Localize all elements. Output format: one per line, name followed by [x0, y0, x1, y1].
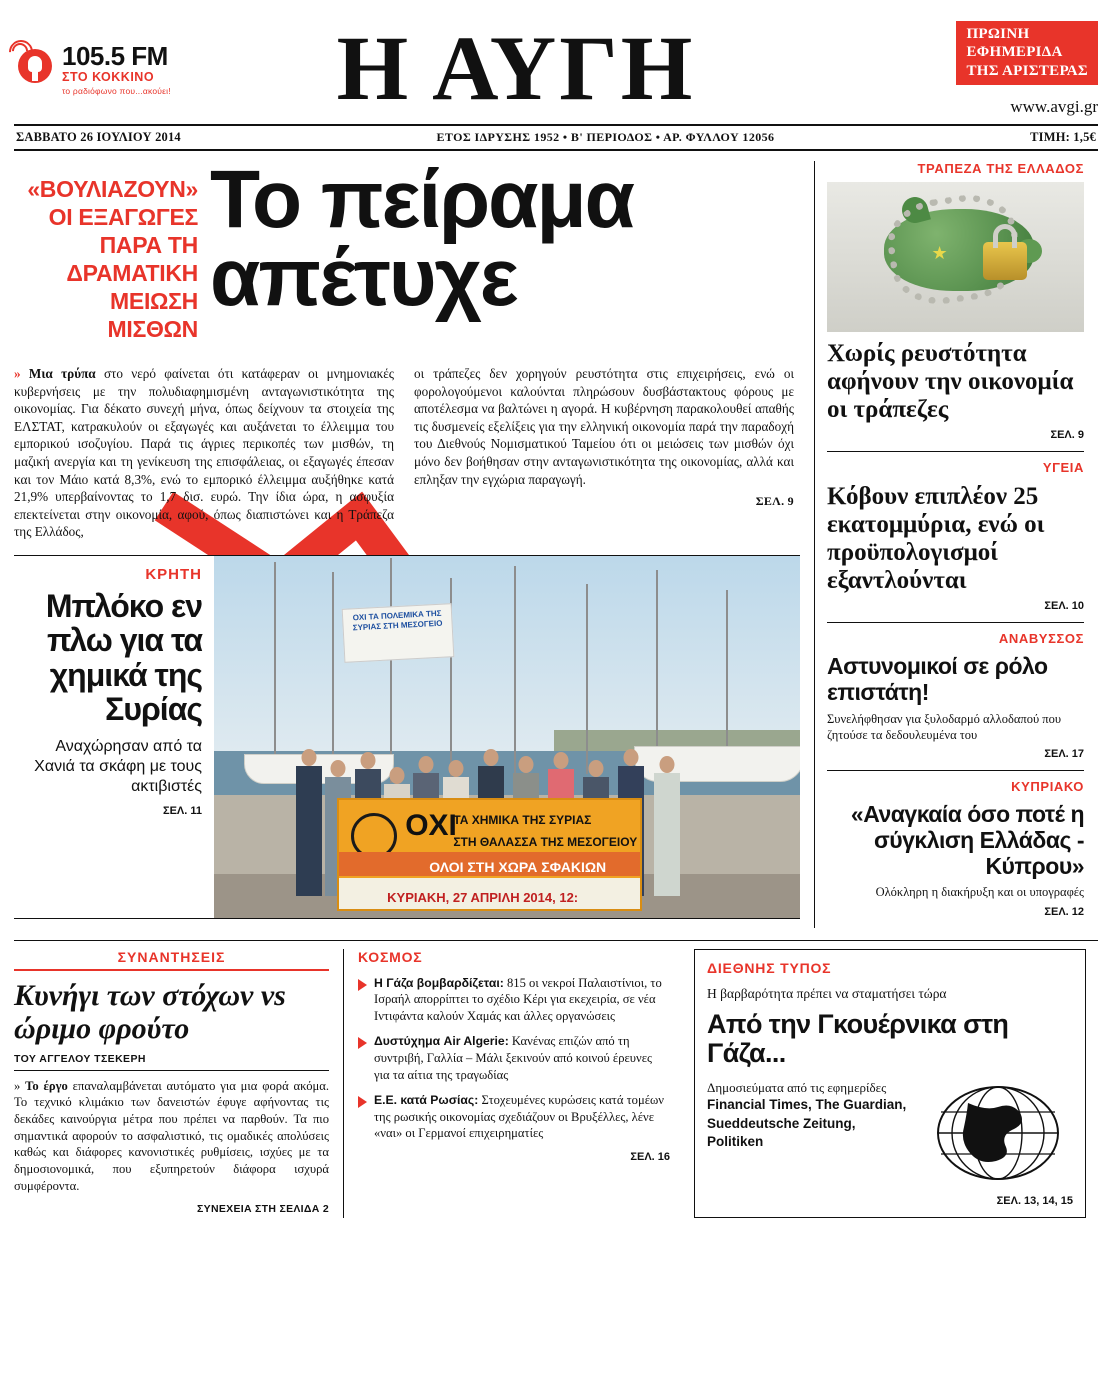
press-kicker: ΔΙΕΘΝΗΣ ΤΥΠΟΣ [707, 959, 832, 976]
dateline-bar [14, 124, 1098, 151]
issue-info: ΕΤΟΣ ΙΔΡΥΣΗΣ 1952 • Β' ΠΕΡΙΟΔΟΣ • ΑΡ. ΦΥΛΛΟΥ 12056 [436, 130, 775, 144]
feature-title: Μπλόκο εν πλω για τα χημικά της Συρίας [45, 587, 202, 728]
news-item-text: Κανένας επιζών από τη συντριβή, Γαλλία – Μάλι ξεκινούν από κοινού έρευνες για τα αίτια της τραγωδίας [374, 1034, 653, 1082]
list-item[interactable] [358, 1092, 670, 1142]
news-item-lead: Η Γάζα βομβαρδίζεται: [374, 975, 504, 990]
website-url[interactable]: www.avgi.gr [1010, 96, 1098, 116]
international-press-box[interactable] [694, 949, 1086, 1218]
bottom-opinion-column[interactable] [14, 949, 344, 1218]
world-kicker: ΚΟΣΜΟΣ [358, 948, 423, 965]
issue-date: ΣΑΒΒΑΤΟ 26 ΙΟΥΛΙΟΥ 2014 [16, 130, 181, 144]
lead-page-ref: ΣΕΛ. 9 [755, 494, 794, 509]
bottom-international-press-column [684, 949, 1086, 1218]
lead-text-col-1 [14, 365, 394, 540]
lead-kicker: «ΒΟΥΛΙΑΖΟΥΝ» ΟΙ ΕΞΑΓΩΓΕΣ ΠΑΡΑ ΤΗ ΔΡΑΜΑΤΙΚΗ ΜΕΙΩΣΗ ΜΙΣΘΩΝ [27, 176, 198, 343]
right-story-body: Ολόκληρη η διακήρυξη και οι υπογραφές [875, 885, 1084, 900]
list-item[interactable] [358, 1033, 670, 1083]
news-item-text: 815 οι νεκροί Παλαιστίνιοι, το Ισραήλ απορρίπτει το σχέδιο Κέρι για εκεχειρία, σε νέα Ιντιφάντα καλούν Χαμάς και άλλες οργανώσεις [374, 975, 662, 1023]
bottom-world-column [344, 949, 684, 1218]
main-content [14, 154, 1098, 928]
news-item-lead: Ε.Ε. κατά Ρωσίας: [374, 1093, 479, 1108]
right-story-ref: ΣΕΛ. 9 [1050, 429, 1084, 441]
lead-headline-line2: απέτυχε [210, 231, 517, 323]
banner-line4: ΚΥΡΙΑΚΗ, 27 ΑΠΡΙΛΗ 2014, 12: [387, 890, 579, 906]
bullet-triangle-icon [358, 979, 367, 991]
paragraph-marker-icon: » [14, 1078, 21, 1093]
bottom-section [14, 940, 1098, 1218]
lead-headline-line1: Το πείραμα [210, 154, 634, 245]
right-story-kicker: ΥΓΕΙΑ [1042, 460, 1084, 475]
news-item-lead: Δυστύχημα Air Algerie: [374, 1034, 509, 1049]
masthead [14, 0, 1098, 118]
opinion-body-bold: Το έργο [25, 1078, 68, 1093]
opinion-body [14, 1078, 329, 1195]
radio-slogan: το ραδιόφωνο που...ακούει! [62, 85, 171, 96]
globe-icon [923, 1079, 1073, 1187]
paper-title-block [234, 17, 798, 120]
opinion-title: Κυνήγι των στόχων vs ώριμο φρούτο [14, 978, 286, 1045]
bullet-triangle-icon [358, 1037, 367, 1049]
feature-text [14, 556, 214, 918]
banner-line2: ΣΤΗ ΘΑΛΑΣΣΑ ΤΗΣ ΜΕΣΟΓΕΙΟΥ [453, 834, 638, 849]
right-story-ref: ΣΕΛ. 10 [1044, 600, 1084, 612]
right-story-headline: Αστυνομικοί σε ρόλο επιστάτη! [827, 653, 1048, 705]
padlock-icon [983, 242, 1027, 280]
opinion-continuation[interactable]: ΣΥΝΕΧΕΙΑ ΣΤΗ ΣΕΛΙΔΑ 2 [197, 1202, 329, 1215]
banner-line3: ΟΛΟΙ ΣΤΗ ΧΩΡΑ ΣΦΑΚΙΩΝ [429, 858, 607, 875]
press-sources: Financial Times, The Guardian, Sueddeutsche Zeitung, Politiken [707, 1097, 907, 1149]
bullet-triangle-icon [358, 1096, 367, 1108]
microphone-icon [14, 43, 56, 95]
press-lead: Η βαρβαρότητα πρέπει να σταματήσει τώρα [707, 985, 947, 1001]
right-story-anavyssos[interactable] [827, 631, 1084, 760]
right-story-ref: ΣΕΛ. 12 [1044, 905, 1084, 918]
press-sources-intro: Δημοσιεύματα από τις εφημερίδες [707, 1079, 887, 1095]
lead-headline-row [14, 154, 800, 343]
right-story-headline: «Αναγκαία όσο ποτέ η σύγκλιση Ελλάδας - Κύπρου» [850, 801, 1084, 879]
banner-line1: ΤΑ ΧΗΜΙΚΑ ΤΗΣ ΣΥΡΙΑΣ [453, 813, 592, 828]
protest-sign: ΟΧΙ ΤΑ ΠΟΛΕΜΙΚΑ ΤΗΣ ΣΥΡΙΑΣ ΣΤΗ ΜΕΣΟΓΕΙΟ [342, 604, 455, 664]
piggy-bank-photo: ★ [827, 182, 1084, 332]
right-story-bank[interactable] [827, 161, 1084, 441]
opinion-body-text: επαναλαμβάνεται αυτόματο για μια φορά ακόμα. Το τεχνικό κλιμάκιο των δανειστών έφυγε αφήνοντας τις δεκάδες καινούργια μέτρα που πρέπει να παρθούν. Τα πιο σημαντικά αφορούν το ασφαλιστικό, τις ομαδικές απολύσεις καθώς και διάφορες κανονιστικές ρυθμίσεις, ισχύες με τα δημοσιονομικά, που εξυπηρετούν διάφορα ισχυρά συμφέροντα. [14, 1078, 329, 1193]
masthead-right [798, 21, 1098, 117]
right-story-headline: Κόβουν επιπλέον 25 εκατομμύρια, ενώ οι προϋπολογισμοί εξαντλούνται [827, 483, 1045, 594]
paper-tagline: ΠΡΩΙΝΗ ΕΦΗΜΕΡΙΔΑ ΤΗΣ ΑΡΙΣΤΕΡΑΣ [956, 21, 1098, 85]
press-title: Από την Γκουέρνικα στη Γάζα... [707, 1008, 1009, 1069]
lead-headline [210, 154, 800, 343]
right-story-health[interactable] [827, 460, 1084, 612]
protest-banner [337, 798, 642, 910]
right-story-body: Συνελήφθησαν για ξυλοδαρμό αλλοδαπού που ζητούσε τα δεδουλευμένα του [827, 711, 1062, 742]
right-column [814, 161, 1084, 928]
radio-frequency: 105.5 FM [62, 41, 168, 71]
lead-text-col-2 [414, 365, 794, 540]
opinion-kicker: ΣΥΝΑΝΤΗΣΕΙΣ [14, 949, 329, 971]
paragraph-marker-icon: » [14, 366, 21, 382]
feature-page-ref: ΣΕΛ. 11 [162, 804, 202, 817]
right-story-kicker: ΑΝΑΒΥΣΣΟΣ [998, 631, 1084, 646]
feature-story[interactable] [14, 555, 800, 919]
issue-price: ΤΙΜΗ: 1,5€ [1030, 130, 1096, 144]
right-story-kicker: ΤΡΑΠΕΖΑ ΤΗΣ ΕΛΛΑΔΟΣ [917, 161, 1084, 176]
feature-photo [214, 556, 800, 918]
press-page-ref: ΣΕΛ. 13, 14, 15 [996, 1194, 1073, 1207]
page-title: Η ΑΥΓΗ [336, 17, 696, 120]
lead-col2-text: οι τράπεζες δεν χορηγούν ρευστότητα στις επιχειρήσεις, ενώ οι φορολογούμενοι καλούνται πληρώσουν δυσβάστακτους φόρους με αποτέλεσμα να βαλτώνει η αγορά. Η κυβέρνηση παρακολουθεί απαθής τις δυσμενείς εξελίξεις για την ελληνική οικονομία παρά την παραδοχή του Διεθνούς Νομισματικού Ταμείου ότι οι μειώσεις των μισθών όχι μόνο δεν βοήθησαν στην ανταγωνιστικότητα της οικονομίας, αλλά και επληξαν την εγχώρια παραγωγή. [414, 366, 794, 487]
right-story-headline: Χωρίς ρευστότητα αφήνουν την οικονομία οι τράπεζες [827, 340, 1074, 423]
feature-subtitle: Αναχώρησαν από τα Χανιά τα σκάφη με τους ακτιβιστές [34, 737, 202, 795]
world-page-ref: ΣΕΛ. 16 [630, 1150, 670, 1163]
right-story-kicker: ΚΥΠΡΙΑΚΟ [1011, 779, 1084, 794]
radio-station-logo [14, 43, 234, 95]
radio-name: ΣΤΟ ΚΟΚΚΙΝΟ [62, 70, 155, 84]
right-story-cyprus[interactable] [827, 779, 1084, 918]
feature-kicker: ΚΡΗΤΗ [145, 565, 202, 583]
lead-col1-bold: Μια τρύπα [28, 366, 96, 382]
lead-col1-text: στο νερό φαίνεται ότι κατάφεραν οι μνημονιακές κυβερνήσεις με την πολυδιαφημισμένη ανταγωνιστικότητα της οικονομίας. Για δέκατο συνεχή μήνα, όπως δείχνουν τα στοιχεία της ΕΛΣΤΑΤ, κατρακυλούν οι εξαγωγές και αυξάνεται το έλλειμμα του εμπορικού ισοζυγίου. Παρά τις άγριες περικοπές των μισθών, τη μαζική ανεργία και τη γενίκευση της επισφάλειας, οι εξαγωγές έπεσαν και τον Μάιο κατά 8,3%, ενώ το εμπορικό έλλειμμα αυξήθηκε κατά 21,9% υπερβαίνοντας το 1,7 δισ. ευρώ. Την ίδια ώρα, η ασφυξία επεκτείνεται στην οικονομία, αφού, όπως διαπιστώνει και η Τράπεζα της Ελλάδος, [14, 366, 394, 540]
lead-text-columns [14, 365, 800, 540]
banner-oxi: ΟΧΙ [405, 808, 457, 842]
opinion-byline: ΤΟΥ ΑΓΓΕΛΟΥ ΤΣΕΚΕΡΗ [14, 1053, 329, 1071]
news-item-text: Στοχευμένες κυρώσεις κατά τομέων της ρωσικής οικονομίας σχεδιάζουν οι Βρυξέλλες, λένε «ναι» οι Γερμανοί επιχειρηματίες [374, 1093, 664, 1141]
right-story-ref: ΣΕΛ. 17 [1044, 748, 1084, 760]
list-item[interactable] [358, 975, 670, 1025]
left-column [14, 154, 814, 928]
